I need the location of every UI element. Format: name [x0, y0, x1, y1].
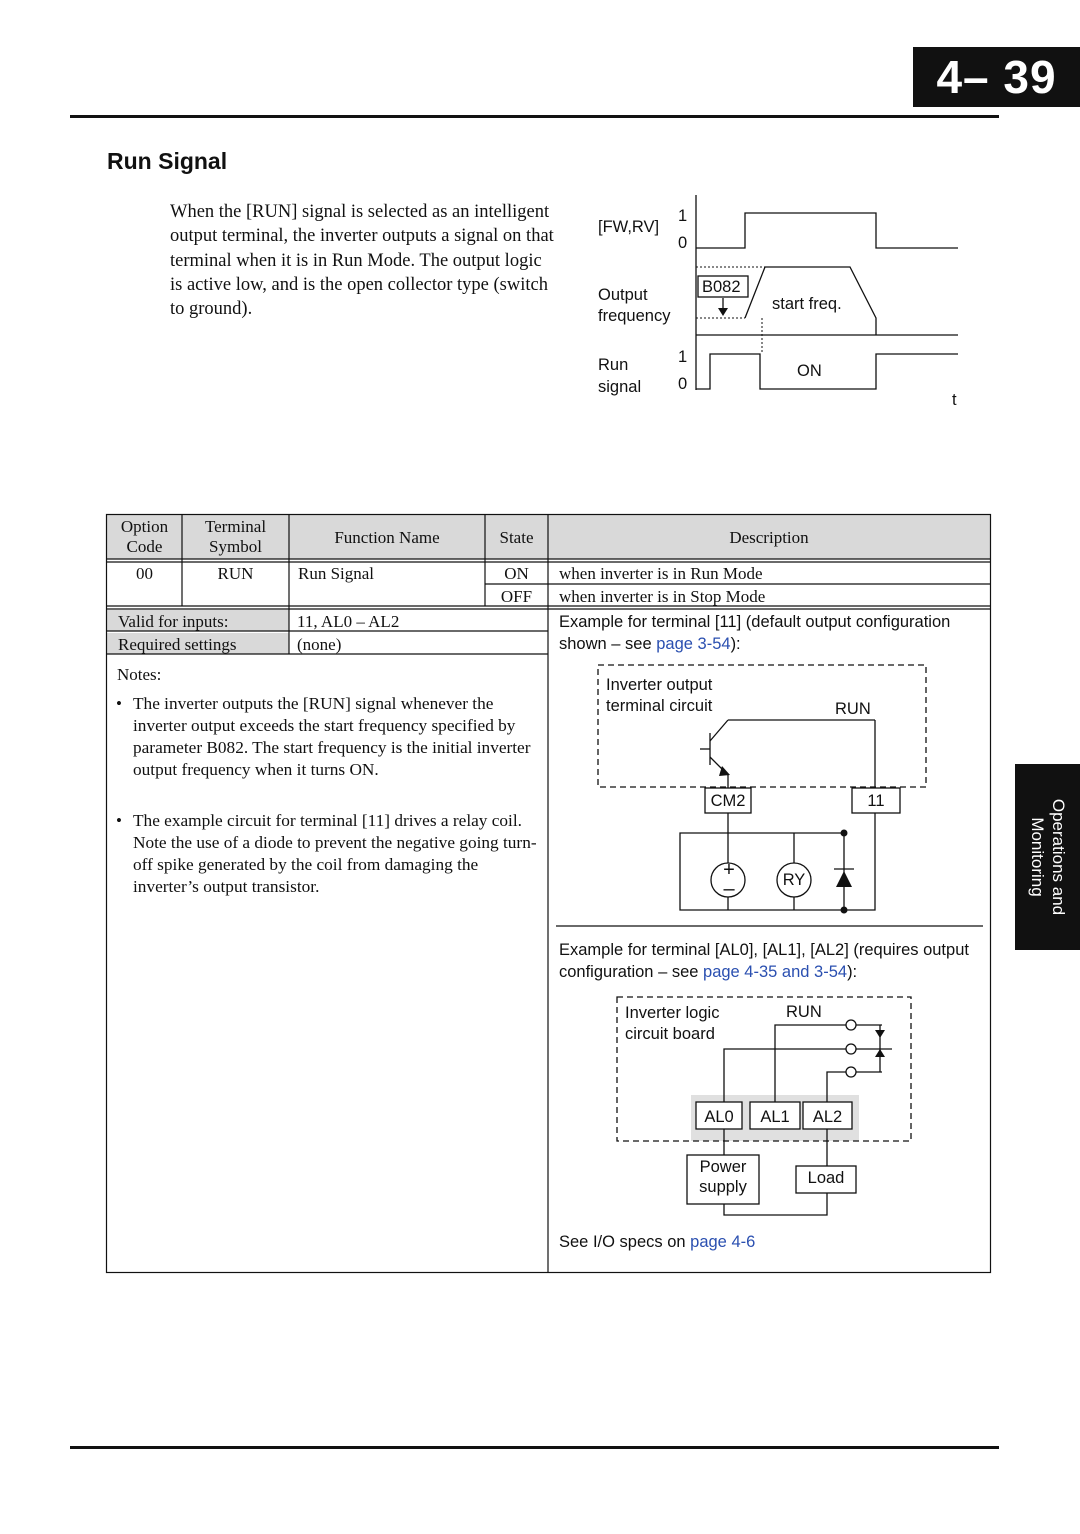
notes-label: Notes: — [117, 665, 162, 684]
fwrv-low: 0 — [678, 234, 688, 252]
frequency-label: frequency — [598, 307, 671, 325]
note-bullet-2: • — [116, 811, 122, 830]
io-specs-link[interactable]: page 4-6 — [690, 1233, 756, 1251]
side-tab-line-1: Operations and — [1049, 798, 1068, 916]
header-option-line1: Option — [120, 517, 169, 536]
example1-text-tail: ): — [730, 635, 741, 653]
circuit-label-line2: terminal circuit — [606, 697, 713, 715]
b082-label: B082 — [702, 278, 741, 296]
row-description-off: when inverter is in Stop Mode — [559, 587, 766, 606]
load-box: Load — [807, 1169, 845, 1187]
run-relay-label: RUN — [786, 1003, 822, 1021]
bottom-rule — [70, 1446, 999, 1449]
run-high: 1 — [678, 348, 688, 366]
required-settings-value: (none) — [297, 635, 342, 654]
relay-coil-label: RY — [782, 871, 806, 889]
start-freq-label: start freq. — [772, 295, 842, 313]
cm2-terminal: CM2 — [710, 792, 746, 810]
page-number: 4– 39 — [913, 47, 1080, 107]
valid-inputs-label: Valid for inputs: — [118, 612, 229, 631]
intro-paragraph: When the [RUN] signal is selected as an intelligent output terminal, the inverter outputs a signal on that terminal when it is in Run Mode. The output logic is active low, and is the open collector type (switch to ground). — [170, 202, 554, 320]
terminal-11: 11 — [867, 792, 885, 810]
fwrv-label: [FW,RV] — [598, 218, 660, 236]
on-label: ON — [797, 362, 822, 380]
example2-link[interactable]: page 4-35 and 3-54 — [703, 963, 848, 981]
power-supply-line2: supply — [699, 1178, 747, 1196]
board-label-line1: Inverter logic — [625, 1004, 720, 1022]
header-description: Description — [729, 528, 809, 547]
example1-link[interactable]: page 3-54 — [656, 635, 731, 653]
valid-inputs-value: 11, AL0 – AL2 — [297, 612, 400, 631]
terminal-al2: AL2 — [812, 1108, 843, 1126]
example2-text-body: Example for terminal [AL0], [AL1], [AL2] (requires output configuration – see — [559, 941, 969, 981]
output-label: Output — [598, 286, 648, 304]
example1-text — [559, 611, 984, 655]
note-bullet-1: • — [116, 694, 122, 713]
power-plus-sign: + — [723, 859, 735, 881]
page-title: Run Signal — [107, 148, 228, 174]
header-option-code — [107, 517, 182, 557]
header-state: State — [499, 528, 534, 547]
io-specs-body: See I/O specs on — [559, 1233, 691, 1251]
header-terminal-line1: Terminal — [204, 517, 267, 536]
board-label-line2: circuit board — [625, 1025, 715, 1043]
header-terminal-line2: Symbol — [209, 537, 262, 556]
note-1: The inverter outputs the [RUN] signal whenever the inverter output exceeds the start frequency specified by parameter B082. The start frequency is the initial inverter output frequency when it turns ON. — [133, 694, 531, 779]
example1-text-body: Example for terminal [11] (default output configuration shown – see — [559, 613, 951, 653]
row-option-code: 00 — [136, 564, 153, 583]
signal-label: signal — [598, 378, 642, 396]
time-axis-label: t — [952, 391, 957, 409]
row-state-off: OFF — [500, 587, 533, 606]
example2-text-tail: ): — [847, 963, 858, 981]
note-2: The example circuit for terminal [11] drives a relay coil. Note the use of a diode to prevent the negative going turn-off spike generated by the coil from damaging the inverter’s output transistor. — [133, 811, 537, 896]
row-function-name: Run Signal — [298, 564, 375, 583]
run-low: 0 — [678, 375, 688, 393]
terminal-al1: AL1 — [760, 1108, 790, 1126]
header-function-name: Function Name — [334, 528, 440, 547]
row-state-on: ON — [504, 564, 529, 583]
fwrv-high: 1 — [678, 207, 688, 225]
terminal-al0: AL0 — [704, 1108, 734, 1126]
example2-text — [559, 939, 984, 983]
header-terminal-symbol — [182, 517, 289, 557]
io-specs-text — [559, 1232, 755, 1252]
row-terminal-symbol: RUN — [217, 564, 254, 583]
run-terminal-label: RUN — [835, 700, 871, 718]
circuit-label-line1: Inverter output — [606, 676, 713, 694]
run-label: Run — [598, 356, 629, 374]
power-supply-line1: Power — [699, 1158, 747, 1176]
side-tab-line-2: Monitoring — [1028, 817, 1047, 897]
power-supply-box — [687, 1157, 759, 1197]
required-settings-label: Required settings — [118, 635, 237, 654]
power-minus-sign: – — [723, 878, 735, 900]
row-description-on: when inverter is in Run Mode — [559, 564, 763, 583]
header-option-line2: Code — [126, 537, 163, 556]
